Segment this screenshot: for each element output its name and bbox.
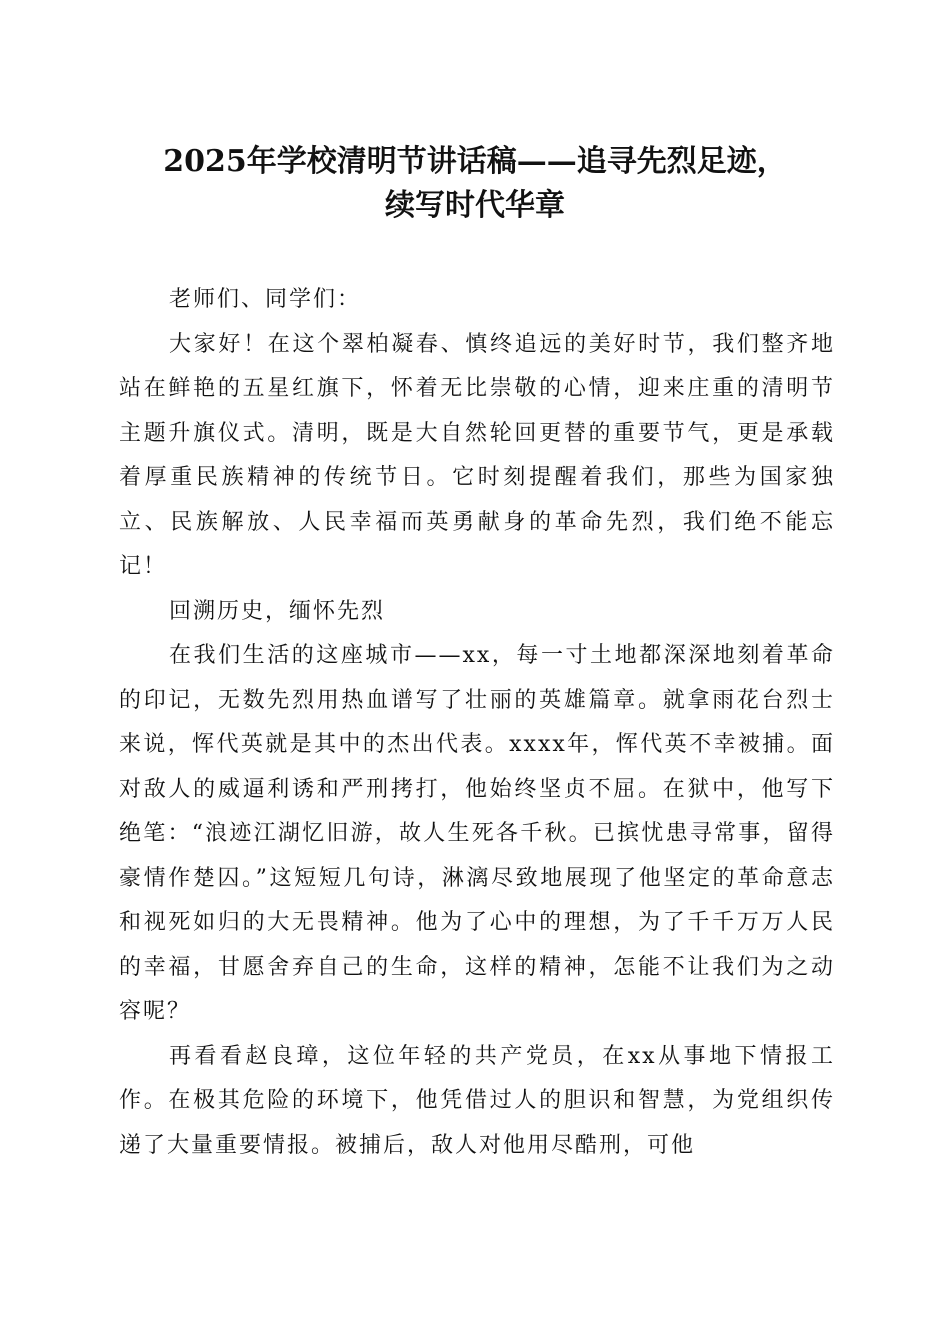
document-title-line-1: 2025年学校清明节讲话稿——追寻先烈足迹，: [163, 144, 787, 179]
body-paragraph: 再看看赵良璋，这位年轻的共产党员，在xx从事地下情报工作。在极其危险的环境下，他凭借过人的胆识和智慧，为党组织传递了大量重要情报。被捕后，敌人对他用尽酷刑，可他: [119, 1043, 835, 1158]
section-heading: 回溯历史，缅怀先烈: [169, 598, 386, 624]
body-paragraph: 在我们生活的这座城市——xx，每一寸土地都深深地刻着革命的印记，无数先烈用热血谱写了壮丽的英雄篇章。就拿雨花台烈士来说，恽代英就是其中的杰出代表。xxxx年，恽代英不幸被捕。面对敌人的威逼利诱和严刑拷打，他始终坚贞不屈。在狱中，他写下绝笔：“浪迹江湖忆旧游，故人生死各千秋。已摈忧患寻常事，留得豪情作楚囚。”这短短几句诗，淋漓尽致地展现了他坚定的革命意志和视死如归的大无畏精神。他为了心中的理想，为了千千万万人民的幸福，甘愿舍弃自己的生命，这样的精神，怎能不让我们为之动容呢？: [119, 643, 835, 1024]
document-title-line-2: 续写时代华章: [385, 188, 565, 223]
salutation: 老师们、同学们：: [169, 287, 362, 312]
document-body: [119, 278, 835, 1168]
body-paragraph: 大家好！在这个翠柏凝春、慎终追远的美好时节，我们整齐地站在鲜艳的五星红旗下，怀着无比崇敬的心情，迎来庄重的清明节主题升旗仪式。清明，既是大自然轮回更替的重要节气，更是承载着厚重民族精神的传统节日。它时刻提醒着我们，那些为国家独立、民族解放、人民幸福而英勇献身的革命先烈，我们绝不能忘记！: [119, 331, 835, 579]
